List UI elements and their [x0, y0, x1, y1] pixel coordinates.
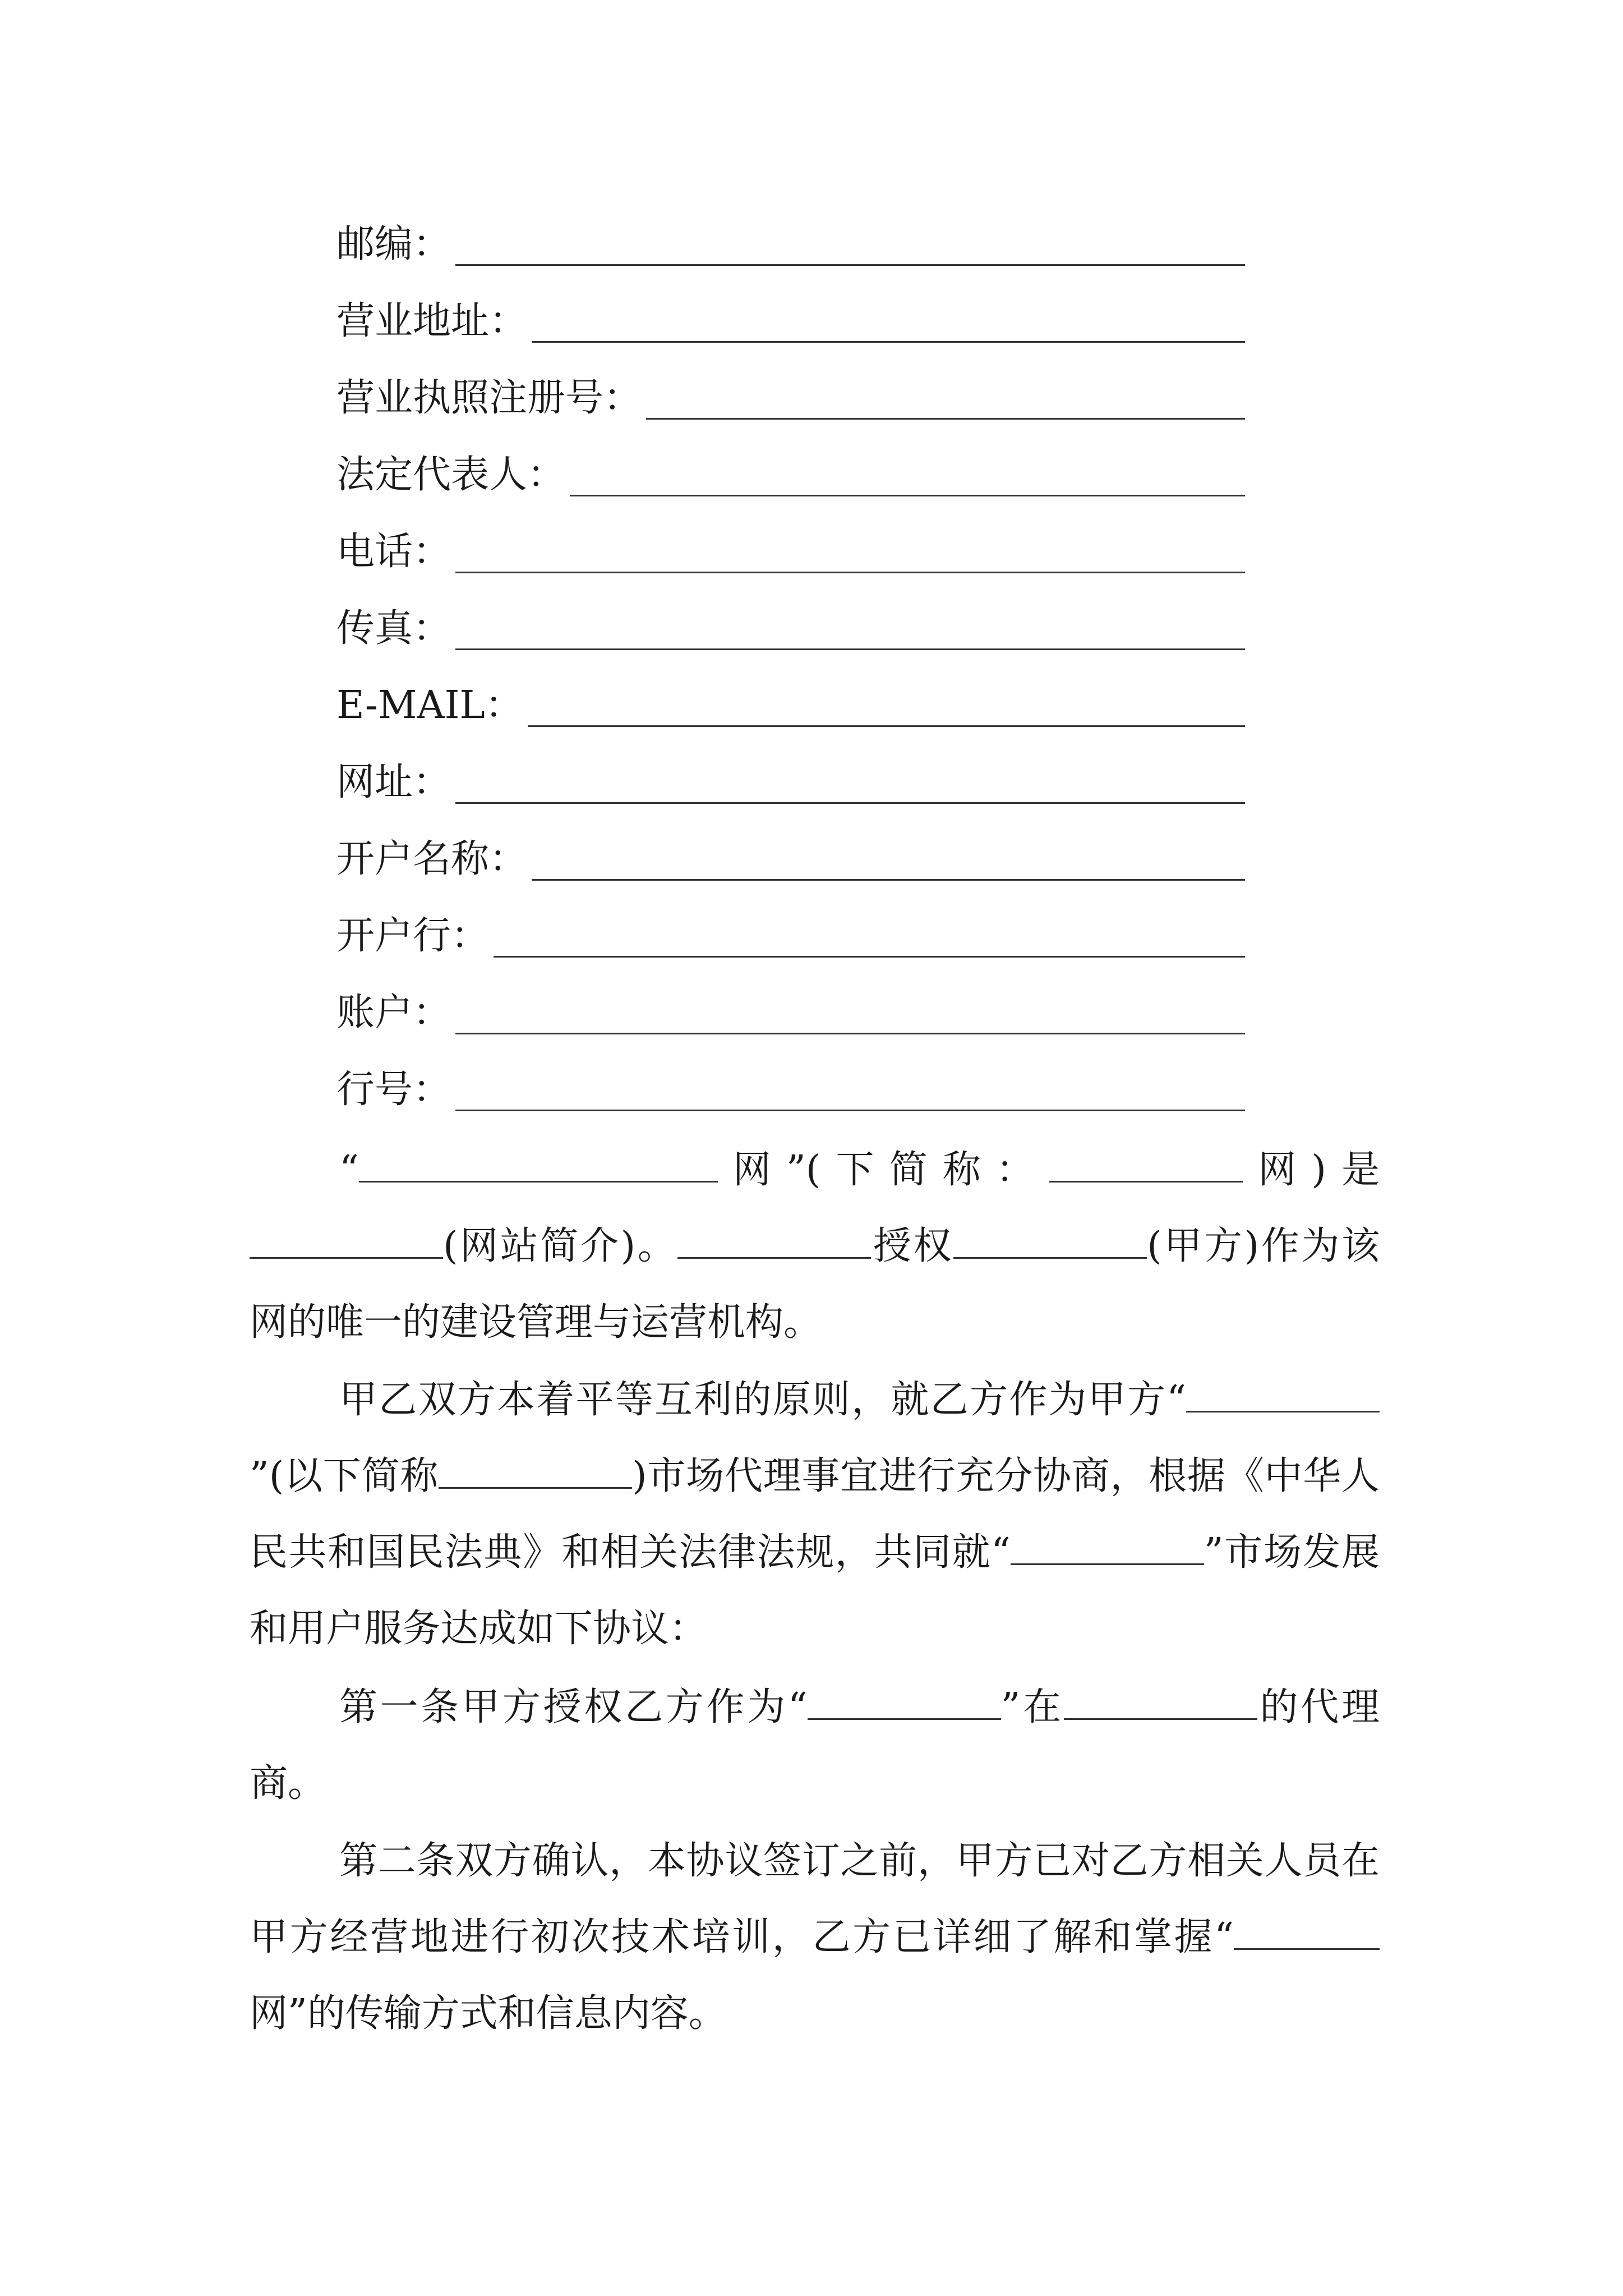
license-number-field [336, 344, 1245, 423]
legal-representative-field [336, 421, 1245, 500]
fill-in-line[interactable] [570, 495, 1245, 496]
text-run: 甲乙双方本着平等互利的原则，就乙方作为甲方“ [339, 1378, 1186, 1422]
email-field [336, 652, 1245, 730]
text-run: 网”(下简称： [717, 1148, 1050, 1192]
fill-in-blank[interactable] [1234, 1914, 1380, 1950]
field-label: E-MAIL： [336, 683, 523, 728]
fill-in-blank[interactable] [250, 1223, 443, 1259]
field-label: 网址： [336, 760, 451, 804]
field-label: 行号： [336, 1068, 451, 1112]
fill-in-line[interactable] [455, 648, 1245, 650]
fill-in-blank[interactable] [808, 1684, 1001, 1720]
text-run: 的代理商。 [250, 1685, 1380, 1806]
intro-paragraph [250, 1132, 1380, 1361]
text-run: (网站简介)。 [443, 1224, 678, 1268]
text-run: 网”的传输方式和信息内容。 [250, 1991, 727, 2036]
text-run: 第一条甲方授权乙方作为“ [339, 1685, 808, 1729]
fill-in-line[interactable] [494, 956, 1245, 958]
fill-in-line[interactable] [455, 802, 1245, 804]
text-run: 第二条双方确认，本协议签订之前，甲方已对乙方相关人员在甲方经营地进行初次技术培训，乙方已详细了解和掌握“ [250, 1839, 1380, 1959]
account-field [336, 959, 1245, 1038]
fill-in-blank[interactable] [1049, 1147, 1243, 1182]
text-run: ”(以下简称 [250, 1454, 439, 1498]
text-run: 网)是 [1243, 1148, 1380, 1192]
field-label: 营业地址： [336, 299, 528, 343]
text-run: (甲方)作为该网的唯一的建设管理与运营机构。 [250, 1224, 1380, 1345]
field-label: 营业执照注册号： [336, 376, 642, 420]
fill-in-line[interactable] [455, 1110, 1245, 1111]
text-run: )市场代理事宜进行充分协商，根据《中华人民共和国民法典》和相关法律法规，共同就“ [250, 1454, 1380, 1575]
field-label: 账户： [336, 991, 451, 1035]
text-run: ”市场发展和用户服务达成如下协议： [250, 1530, 1380, 1651]
fill-in-line[interactable] [455, 572, 1245, 573]
text-run: “ [339, 1148, 359, 1192]
negotiation-paragraph [250, 1362, 1380, 1667]
field-label: 开户名称： [336, 837, 528, 881]
field-label: 电话： [336, 530, 451, 574]
field-label: 开户行： [336, 914, 490, 958]
fill-in-blank[interactable] [953, 1223, 1147, 1259]
fill-in-blank[interactable] [1186, 1377, 1380, 1412]
account-name-field [336, 806, 1245, 884]
article-two-paragraph [250, 1823, 1380, 2052]
fill-in-blank[interactable] [1064, 1684, 1257, 1720]
business-address-field [336, 268, 1245, 346]
fill-in-line[interactable] [455, 264, 1245, 266]
phone-field [336, 498, 1245, 577]
field-label: 法定代表人： [336, 453, 566, 497]
fill-in-line[interactable] [532, 879, 1245, 881]
field-label: 邮编： [336, 222, 451, 266]
postcode-field [336, 191, 1245, 269]
field-label: 传真： [336, 606, 451, 651]
fill-in-blank[interactable] [359, 1147, 718, 1182]
bank-code-field [336, 1036, 1245, 1115]
fill-in-blank[interactable] [439, 1453, 632, 1489]
fill-in-line[interactable] [528, 725, 1245, 727]
fill-in-line[interactable] [646, 418, 1245, 420]
text-run: 授权 [871, 1224, 954, 1268]
article-one-paragraph [250, 1669, 1380, 1822]
fax-field [336, 575, 1245, 654]
fill-in-line[interactable] [455, 1033, 1245, 1034]
fill-in-blank[interactable] [1011, 1529, 1204, 1565]
text-run: ”在 [1000, 1685, 1064, 1729]
website-field [336, 729, 1245, 807]
bank-field [336, 882, 1245, 961]
fill-in-line[interactable] [532, 341, 1245, 343]
fill-in-blank[interactable] [677, 1223, 871, 1259]
